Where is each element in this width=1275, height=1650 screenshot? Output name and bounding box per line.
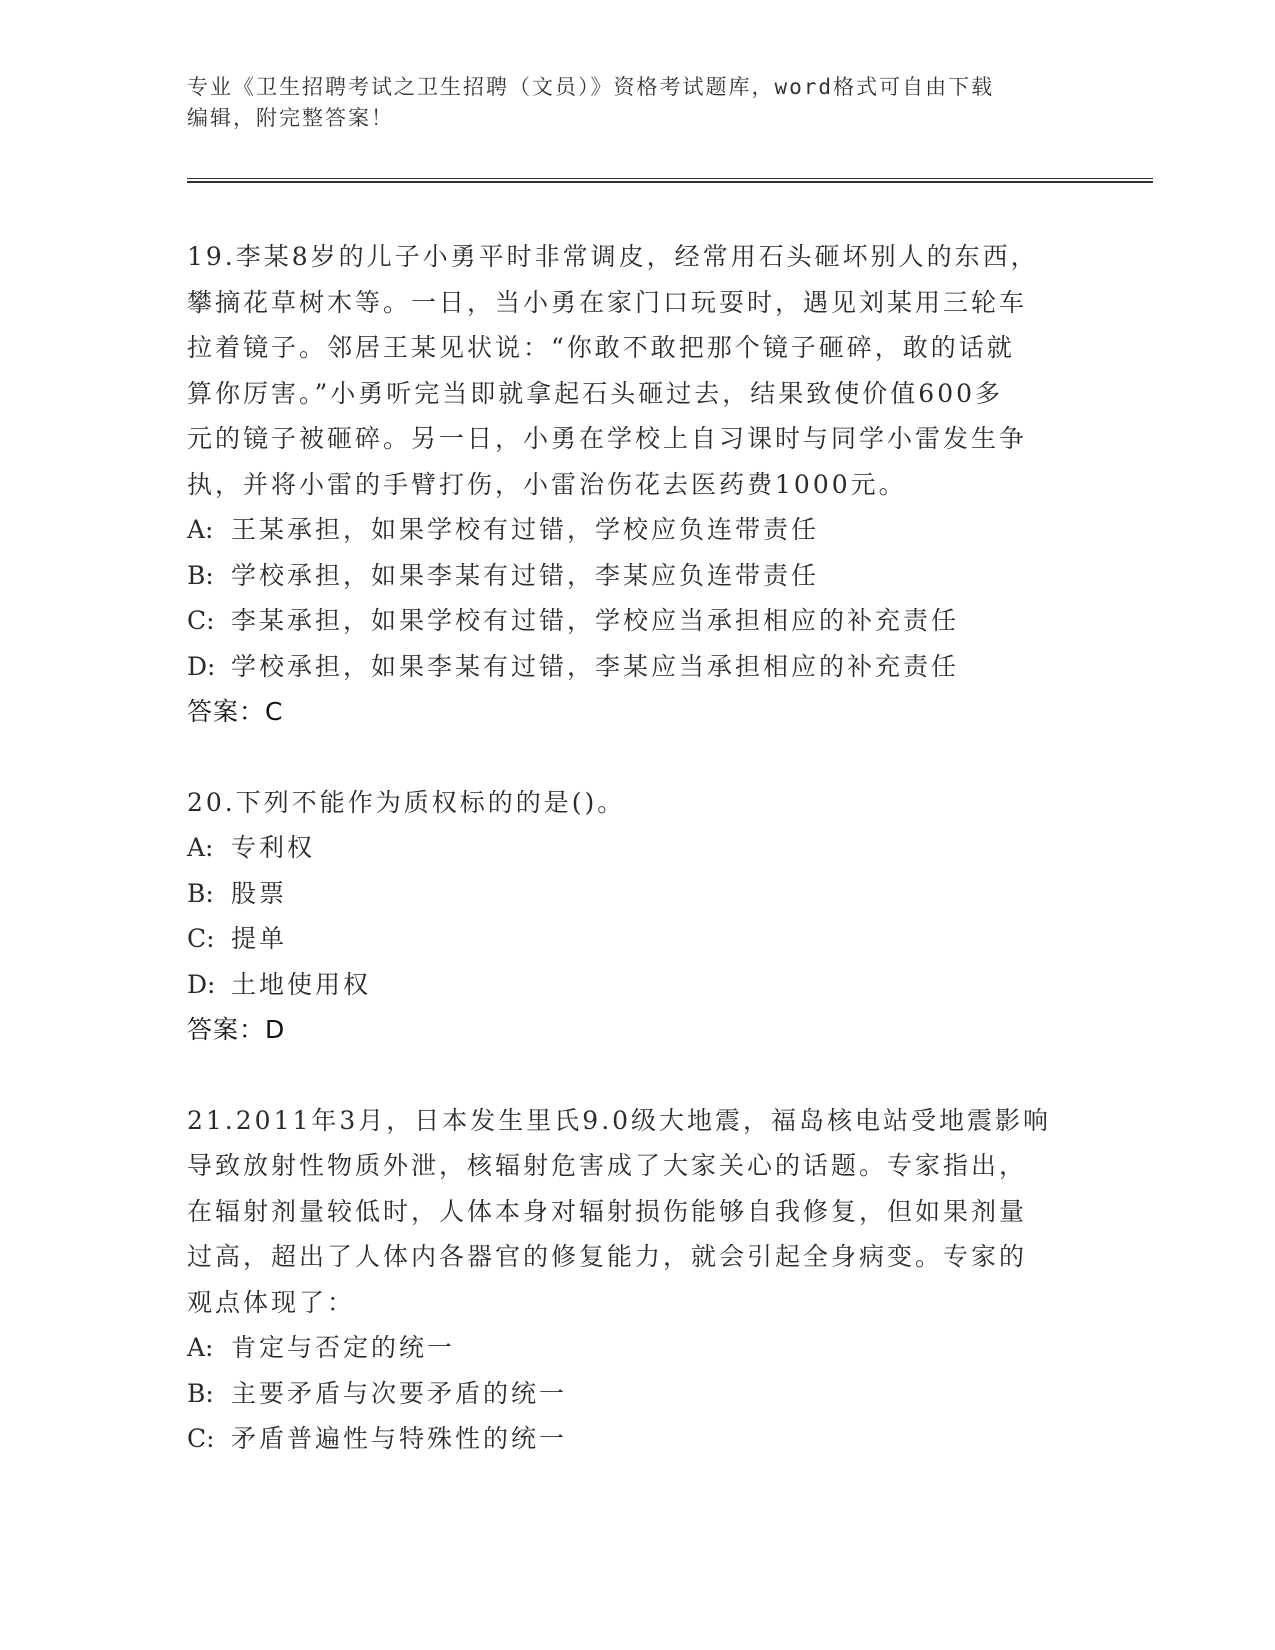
option-a: [187, 825, 1087, 871]
question-21: [187, 1098, 1087, 1462]
option-c: [187, 1416, 1087, 1462]
option-key: B:: [187, 1378, 214, 1408]
header-rule-thick: [187, 181, 1153, 183]
option-key: D:: [187, 969, 216, 999]
option-text: 股票: [231, 878, 288, 908]
option-text: 主要矛盾与次要矛盾的统一: [231, 1378, 568, 1408]
question-19: [187, 234, 1087, 735]
option-b: [187, 553, 1087, 599]
option-text: 矛盾普遍性与特殊性的统一: [231, 1424, 568, 1453]
option-key: B:: [187, 560, 214, 590]
option-text: 李某承担，如果学校有过错，学校应当承担相应的补充责任: [231, 606, 960, 635]
option-d: [187, 962, 1087, 1008]
option-text: 肯定与否定的统一: [231, 1333, 456, 1362]
question-stem-line: 导致放射性物质外泄，核辐射危害成了大家关心的话题。专家指出，: [187, 1151, 1028, 1180]
option-key: A:: [187, 515, 214, 544]
document-header: [187, 72, 1087, 134]
option-c: [187, 598, 1087, 644]
option-b: [187, 871, 1087, 917]
option-key: C:: [187, 924, 215, 953]
option-text: 专利权: [231, 833, 316, 862]
question-stem-line: 元的镜子被砸碎。另一日，小勇在学校上自习课时与同学小雷发生争: [187, 424, 1028, 453]
option-key: D:: [187, 651, 216, 681]
option-text: 王某承担，如果学校有过错，学校应负连带责任: [231, 515, 820, 544]
option-d: [187, 644, 1087, 690]
option-key: C:: [187, 1424, 215, 1453]
option-text: 学校承担，如果李某有过错，李某应负连带责任: [231, 560, 820, 590]
question-stem-line: 执，并将小雷的手臂打伤，小雷治伤花去医药费1000元。: [187, 469, 907, 499]
option-c: [187, 916, 1087, 962]
question-list: [187, 234, 1087, 1462]
option-key: A:: [187, 833, 214, 862]
question-stem-line: 攀摘花草树木等。一日，当小勇在家门口玩耍时，遇见刘某用三轮车: [187, 287, 1028, 317]
question-20: [187, 780, 1087, 1053]
header-rule-thin: [187, 178, 1153, 179]
option-key: B:: [187, 878, 214, 908]
option-key: C:: [187, 606, 215, 635]
question-stem-line: 过高，超出了人体内各器官的修复能力，就会引起全身病变。专家的: [187, 1242, 1028, 1271]
question-stem-line: 拉着镜子。邻居王某见状说：“你敢不敢把那个镜子砸碎，敢的话就: [187, 333, 1015, 362]
header-line-2: 编辑，附完整答案！: [187, 106, 394, 130]
option-a: [187, 1325, 1087, 1371]
option-a: [187, 507, 1087, 553]
question-stem-line: 20.下列不能作为质权标的的是()。: [187, 787, 626, 817]
option-text: 学校承担，如果李某有过错，李某应当承担相应的补充责任: [231, 651, 960, 681]
question-stem-line: 在辐射剂量较低时，人体本身对辐射损伤能够自我修复，但如果剂量: [187, 1196, 1028, 1226]
question-stem-line: 21.2011年3月，日本发生里氏9.0级大地震，福岛核电站受地震影响: [187, 1105, 1052, 1135]
header-line-1: 专业《卫生招聘考试之卫生招聘（文员）》资格考试题库，word格式可自由下载: [187, 75, 995, 99]
question-stem-line: 观点体现了：: [187, 1287, 356, 1317]
option-text: 土地使用权: [231, 969, 372, 999]
option-b: [187, 1371, 1087, 1417]
question-stem-line: 算你厉害。”小勇听完当即就拿起石头砸过去，结果致使价值600多: [187, 378, 1004, 408]
option-key: A:: [187, 1333, 214, 1362]
question-stem-line: 19.李某8岁的儿子小勇平时非常调皮，经常用石头砸坏别人的东西，: [187, 242, 1039, 271]
answer-label: 答案：D: [187, 1015, 286, 1044]
option-text: 提单: [231, 924, 288, 953]
answer-label: 答案：C: [187, 697, 284, 726]
